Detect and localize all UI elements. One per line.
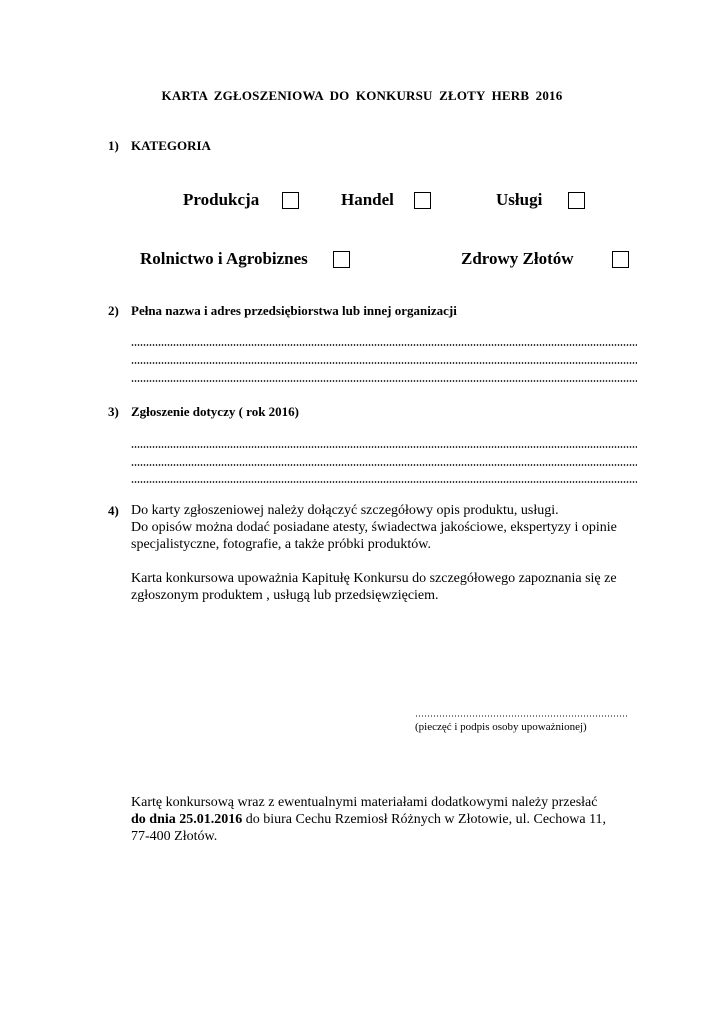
fill-line[interactable] [131, 380, 637, 382]
text-line: Do karty zgłoszeniowej należy dołączyć szczegółowy opis produktu, usługi. [131, 503, 559, 518]
signature-caption: (pieczęć i podpis osoby upoważnionej) [415, 721, 587, 733]
text-line: specjalistyczne, fotografie, a także próbki produktów. [131, 537, 431, 552]
category-label-produkcja: Produkcja [183, 190, 260, 209]
fill-line[interactable] [131, 446, 637, 448]
checkbox-uslugi[interactable] [568, 192, 585, 209]
text-line: Karta konkursowa upoważnia Kapitułę Konkursu do szczegółowego zapoznania się ze [131, 571, 617, 586]
fill-line[interactable] [131, 362, 637, 364]
checkbox-handel[interactable] [414, 192, 431, 209]
address-text: do biura Cechu Rzemiosł Różnych w Złotowie, ul. Cechowa 11, [242, 812, 607, 827]
fill-line[interactable] [131, 464, 637, 466]
fill-line[interactable] [131, 481, 637, 483]
section-number: 3) [108, 404, 119, 419]
section-number: 1) [108, 138, 119, 153]
authorization-note [131, 570, 651, 604]
submission-instructions [131, 794, 651, 845]
checkbox-rolnictwo[interactable] [333, 251, 350, 268]
deadline-date: do dnia 25.01.2016 [131, 812, 243, 827]
category-label-uslugi: Usługi [496, 190, 543, 209]
signature-line[interactable] [415, 715, 627, 717]
section-nazwa-heading [0, 303, 724, 321]
category-label-zdrowy-zlotow: Zdrowy Złotów [461, 249, 574, 268]
section-kategoria-heading [0, 138, 724, 156]
attachment-instructions [131, 502, 651, 553]
category-label-handel: Handel [341, 190, 394, 209]
form-title: KARTA ZGŁOSZENIOWA DO KONKURSU ZŁOTY HERB 2016 [161, 88, 563, 103]
category-label-rolnictwo: Rolnictwo i Agrobiznes [140, 249, 308, 268]
section-zgloszenie-heading [0, 404, 724, 422]
text-line: zgłoszonym produktem , usługą lub przedsięwzięciem. [131, 588, 439, 603]
section-number: 4) [108, 503, 119, 518]
text-line: Kartę konkursową wraz z ewentualnymi materiałami dodatkowymi należy przesłać [131, 795, 598, 810]
text-line: Do opisów można dodać posiadane atesty, świadectwa jakościowe, ekspertyzy i opinie [131, 520, 617, 535]
section-label: Pełna nazwa i adres przedsiębiorstwa lub innej organizacji [131, 303, 457, 318]
checkbox-produkcja[interactable] [282, 192, 299, 209]
fill-line[interactable] [131, 344, 637, 346]
section-label: Zgłoszenie dotyczy ( rok 2016) [131, 404, 300, 419]
text-line: 77-400 Złotów. [131, 829, 218, 844]
section-label: KATEGORIA [131, 138, 211, 153]
section-number: 2) [108, 303, 119, 318]
text-line [131, 811, 651, 828]
checkbox-zdrowy-zlotow[interactable] [612, 251, 629, 268]
